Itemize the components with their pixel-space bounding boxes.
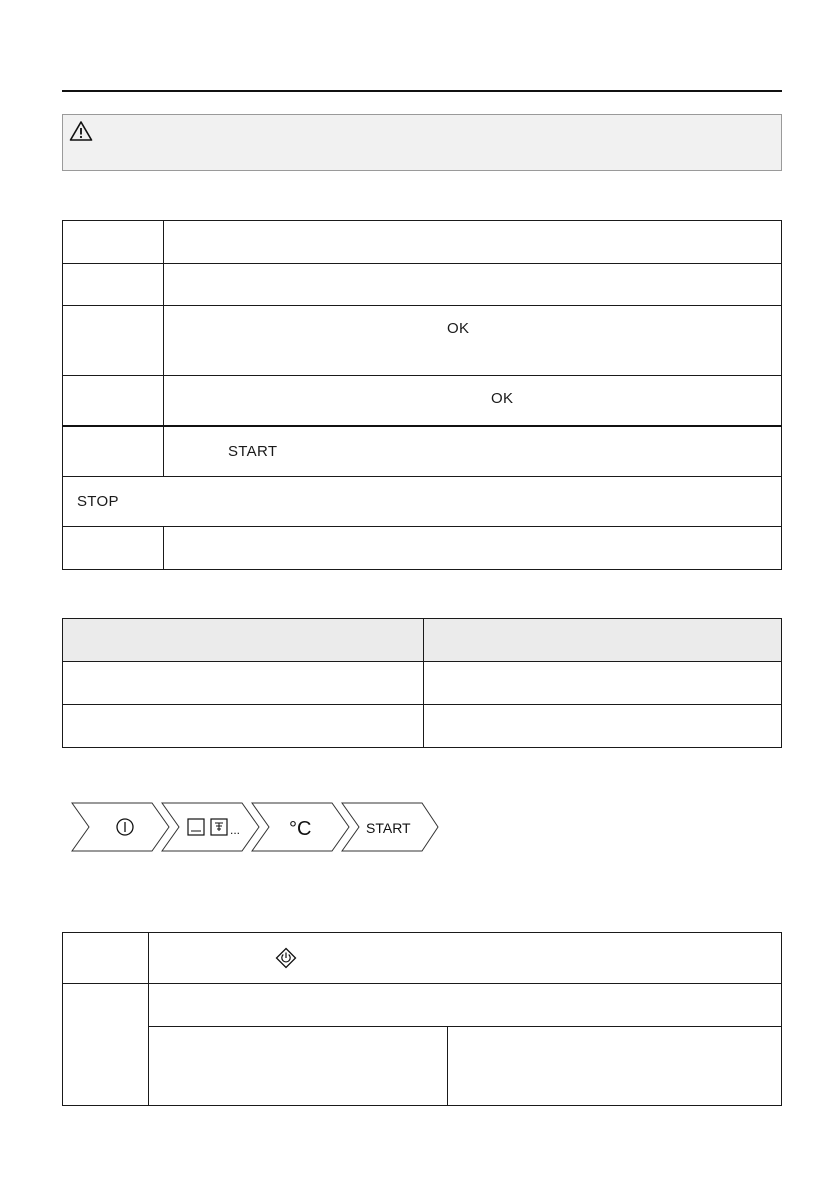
flow-step-start <box>342 803 438 851</box>
stop-label: STOP <box>77 493 119 510</box>
table-row <box>63 426 782 477</box>
start-table <box>62 932 782 1106</box>
table-row <box>63 221 782 264</box>
table-row <box>63 527 782 570</box>
temperature-icon: °C <box>289 818 312 840</box>
header-rule <box>62 90 782 92</box>
warning-box <box>62 114 782 171</box>
info-table <box>62 618 782 748</box>
function-ellipsis: ... <box>230 823 241 837</box>
flow-step-function <box>162 803 259 851</box>
table-header-row <box>63 619 782 662</box>
flow-start-label: START <box>366 820 411 836</box>
start-diamond-icon <box>275 947 297 969</box>
table-row <box>63 662 782 705</box>
table-row <box>63 705 782 748</box>
table-row <box>63 306 782 376</box>
table-row <box>63 933 782 984</box>
flow-step-temperature <box>252 803 349 851</box>
start-label: START <box>228 442 278 460</box>
flow-step-power <box>72 803 169 851</box>
table-row <box>63 264 782 306</box>
warning-icon <box>69 120 93 142</box>
procedure-flow <box>70 802 440 852</box>
ok-label: OK <box>491 390 514 407</box>
table-row <box>63 376 782 426</box>
table-row <box>63 984 782 1027</box>
table-row <box>63 477 782 527</box>
steps-table <box>62 220 782 570</box>
ok-label: OK <box>447 320 470 337</box>
table-row <box>63 1027 782 1106</box>
